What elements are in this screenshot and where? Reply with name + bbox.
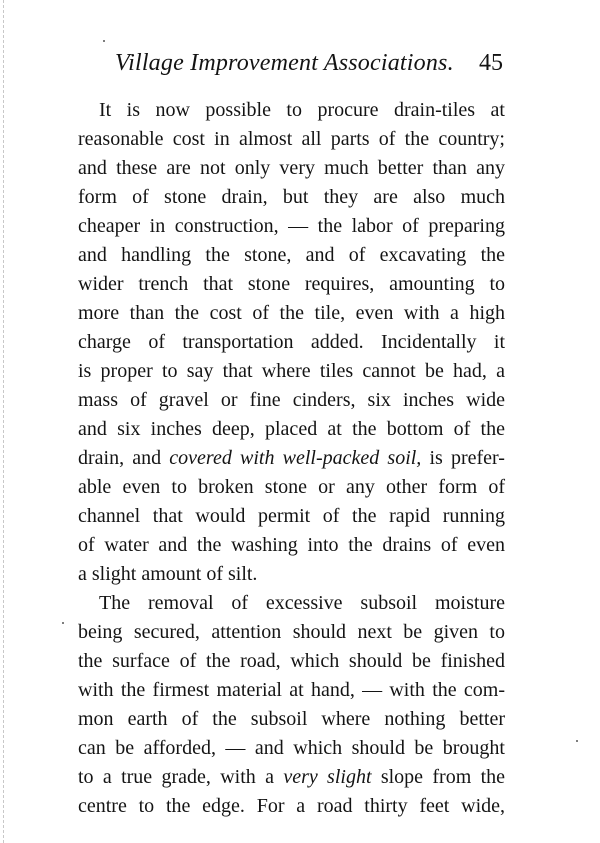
text-line: charge of transportation added. Incidentally it [78,331,505,353]
text-line: being secured, attention should next be given to [78,621,505,643]
text-line: more than the cost of the tile, even with a high [78,302,505,324]
text-line: cheaper in construction, — the labor of preparing [78,215,505,237]
text-line: of water and the washing into the drains of even [78,534,505,556]
text-run: is prefer- [421,447,505,469]
text-line: the surface of the road, which should be finished [78,650,505,672]
text-line: a slight amount of silt. [78,563,258,585]
text-line: wider trench that stone requires, amounting to [78,273,505,295]
running-title: Village Improvement Associations. [115,50,454,76]
page-binding-edge [3,0,5,843]
text-line [78,444,505,473]
page-number: 45 [479,50,503,76]
text-line: centre to the edge. For a road thirty feet wide, [78,795,505,817]
paper-speck [103,40,105,42]
text-line [78,763,505,792]
text-line: and these are not only very much better than any [78,157,505,179]
text-run: drain, and [78,447,170,469]
italic-phrase: very slight [283,766,372,788]
text-line: and handling the stone, and of excavating the [78,244,505,266]
text-line: able even to broken stone or any other form of [78,476,505,498]
text-line: mass of gravel or fine cinders, six inches wide [78,389,505,411]
text-line: can be afforded, — and which should be brought [78,737,505,759]
page-header [0,50,600,84]
italic-phrase: covered with well-packed soil, [169,447,422,469]
text-line: mon earth of the subsoil where nothing better [78,708,505,730]
text-line: The removal of excessive subsoil moisture [99,592,505,614]
text-line: is proper to say that where tiles cannot be had, a [78,360,505,382]
text-line: It is now possible to procure drain-tiles at [99,99,505,121]
text-line: reasonable cost in almost all parts of the country; [78,128,505,150]
text-run: slope from the [371,766,506,788]
text-line: and six inches deep, placed at the bottom of the [78,418,505,440]
paper-speck [576,740,578,742]
text-line: channel that would permit of the rapid running [78,505,505,527]
text-run: to a true grade, with a [78,766,284,788]
text-line: with the firmest material at hand, — with the com- [78,679,505,701]
paper-speck [62,622,64,624]
text-line: form of stone drain, but they are also much [78,186,505,208]
